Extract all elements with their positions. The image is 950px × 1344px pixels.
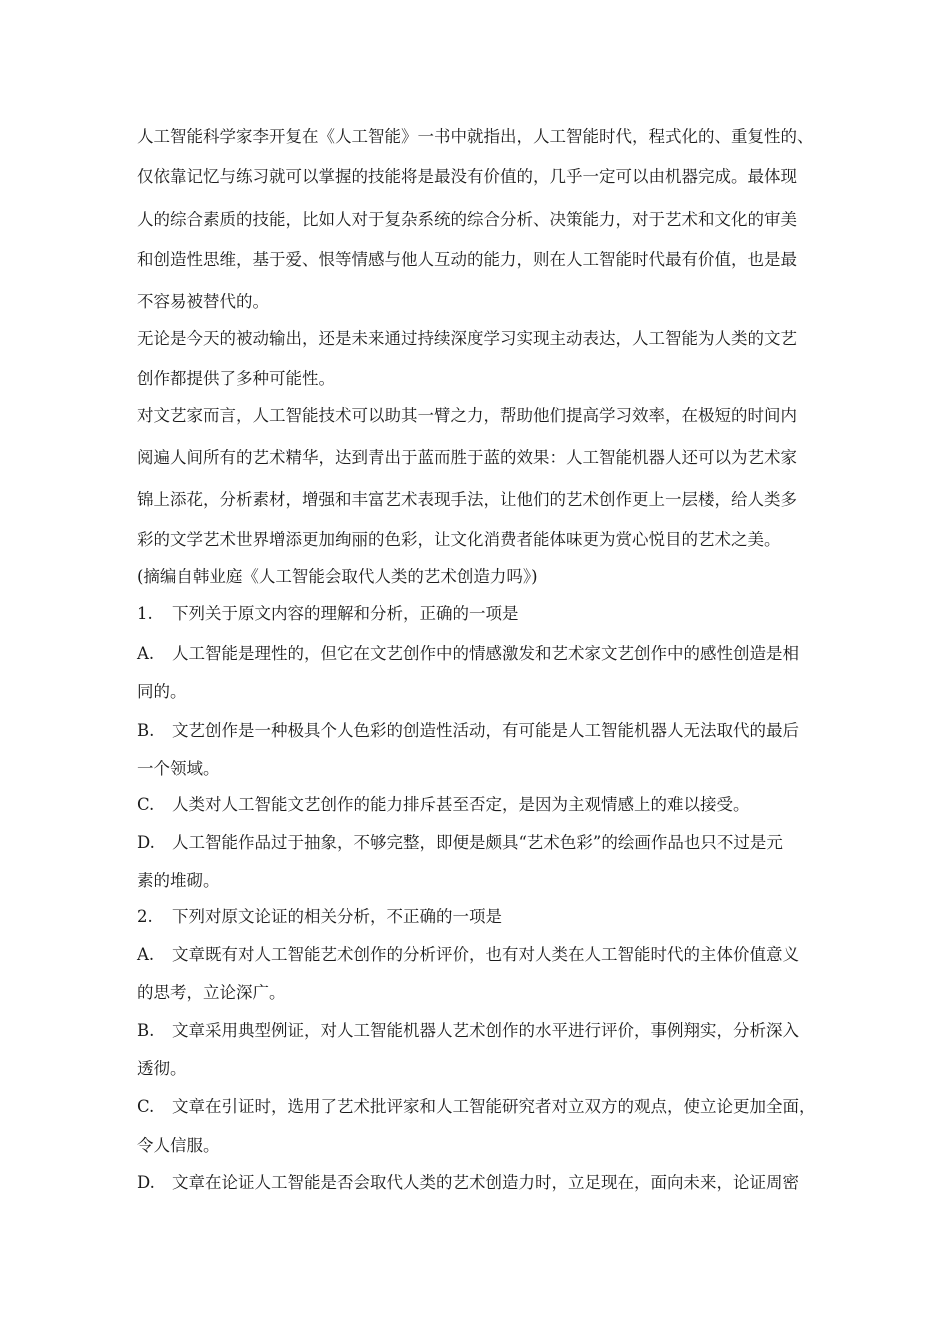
option-label: D. bbox=[137, 1173, 155, 1192]
option-b bbox=[137, 721, 799, 741]
option-text: 人类对人工智能文艺创作的能力排斥甚至否定，是因为主观情感上的难以接受。 bbox=[172, 795, 750, 814]
option-label: A. bbox=[137, 945, 155, 964]
option-continuation: 同的。 bbox=[137, 682, 187, 701]
option-label: C. bbox=[137, 1097, 155, 1116]
passage-line: 无论是今天的被动输出，还是未来通过持续深度学习实现主动表达，人工智能为人类的文艺 bbox=[137, 329, 797, 348]
passage-line: 对文艺家而言，人工智能技术可以助其一臂之力，帮助他们提高学习效率，在极短的时间内 bbox=[137, 406, 797, 425]
option-text: 文章在论证人工智能是否会取代人类的艺术创造力时，立足现在，面向未来，论证周密 bbox=[172, 1173, 799, 1192]
option-label: B. bbox=[137, 1021, 155, 1040]
option-text: 人工智能作品过于抽象，不够完整，即便是颇具“艺术色彩”的绘画作品也只不过是元 bbox=[172, 833, 783, 852]
passage-line: 阅遍人间所有的艺术精华，达到青出于蓝而胜于蓝的效果：人工智能机器人还可以为艺术家 bbox=[137, 448, 797, 467]
question-text: 下列对原文论证的相关分析，不正确的一项是 bbox=[172, 907, 502, 926]
passage-line: 不容易被替代的。 bbox=[137, 292, 269, 311]
option-d bbox=[137, 833, 783, 853]
option-d bbox=[137, 1173, 799, 1193]
option-c bbox=[137, 795, 750, 815]
passage-line: 彩的文学艺术世界增添更加绚丽的色彩，让文化消费者能体味更为赏心悦目的艺术之美。 bbox=[137, 530, 781, 549]
passage-line: 人工智能科学家李开复在《人工智能》一书中就指出，人工智能时代，程式化的、重复性的、 bbox=[137, 127, 814, 146]
option-text: 文章在引证时，选用了艺术批评家和人工智能研究者对立双方的观点，使立论更加全面， bbox=[172, 1097, 816, 1116]
question-number: 2. bbox=[137, 907, 153, 926]
option-label: C. bbox=[137, 795, 155, 814]
passage-line: 创作都提供了多种可能性。 bbox=[137, 369, 335, 388]
question-stem bbox=[137, 604, 519, 624]
source-citation: (摘编自韩业庭《人工智能会取代人类的艺术创造力吗》) bbox=[137, 567, 538, 586]
option-b bbox=[137, 1021, 799, 1041]
passage-line: 和创造性思维，基于爱、恨等情感与他人互动的能力，则在人工智能时代最有价值，也是最 bbox=[137, 250, 797, 269]
option-text: 文章既有对人工智能艺术创作的分析评价，也有对人类在人工智能时代的主体价值意义 bbox=[172, 945, 799, 964]
option-continuation: 令人信服。 bbox=[137, 1136, 220, 1155]
option-continuation: 的思考，立论深广。 bbox=[137, 983, 286, 1002]
option-c bbox=[137, 1097, 816, 1117]
question-number: 1. bbox=[137, 604, 153, 623]
option-continuation: 素的堆砌。 bbox=[137, 871, 220, 890]
option-label: A. bbox=[137, 644, 155, 663]
option-text: 文艺创作是一种极具个人色彩的创造性活动，有可能是人工智能机器人无法取代的最后 bbox=[172, 721, 799, 740]
passage-line: 锦上添花，分析素材，增强和丰富艺术表现手法，让他们的艺术创作更上一层楼，给人类多 bbox=[137, 490, 797, 509]
option-a bbox=[137, 644, 799, 664]
passage-line: 人的综合素质的技能，比如人对于复杂系统的综合分析、决策能力，对于艺术和文化的审美 bbox=[137, 210, 797, 229]
option-text: 人工智能是理性的，但它在文艺创作中的情感激发和艺术家文艺创作中的感性创造是相 bbox=[172, 644, 799, 663]
option-continuation: 透彻。 bbox=[137, 1059, 187, 1078]
option-continuation: 一个领域。 bbox=[137, 759, 220, 778]
question-stem bbox=[137, 907, 502, 927]
option-label: B. bbox=[137, 721, 155, 740]
question-text: 下列关于原文内容的理解和分析，正确的一项是 bbox=[172, 604, 519, 623]
option-a bbox=[137, 945, 799, 965]
passage-line: 仅依靠记忆与练习就可以掌握的技能将是最没有价值的，几乎一定可以由机器完成。最体现 bbox=[137, 167, 797, 186]
option-text: 文章采用典型例证，对人工智能机器人艺术创作的水平进行评价，事例翔实，分析深入 bbox=[172, 1021, 799, 1040]
option-label: D. bbox=[137, 833, 155, 852]
